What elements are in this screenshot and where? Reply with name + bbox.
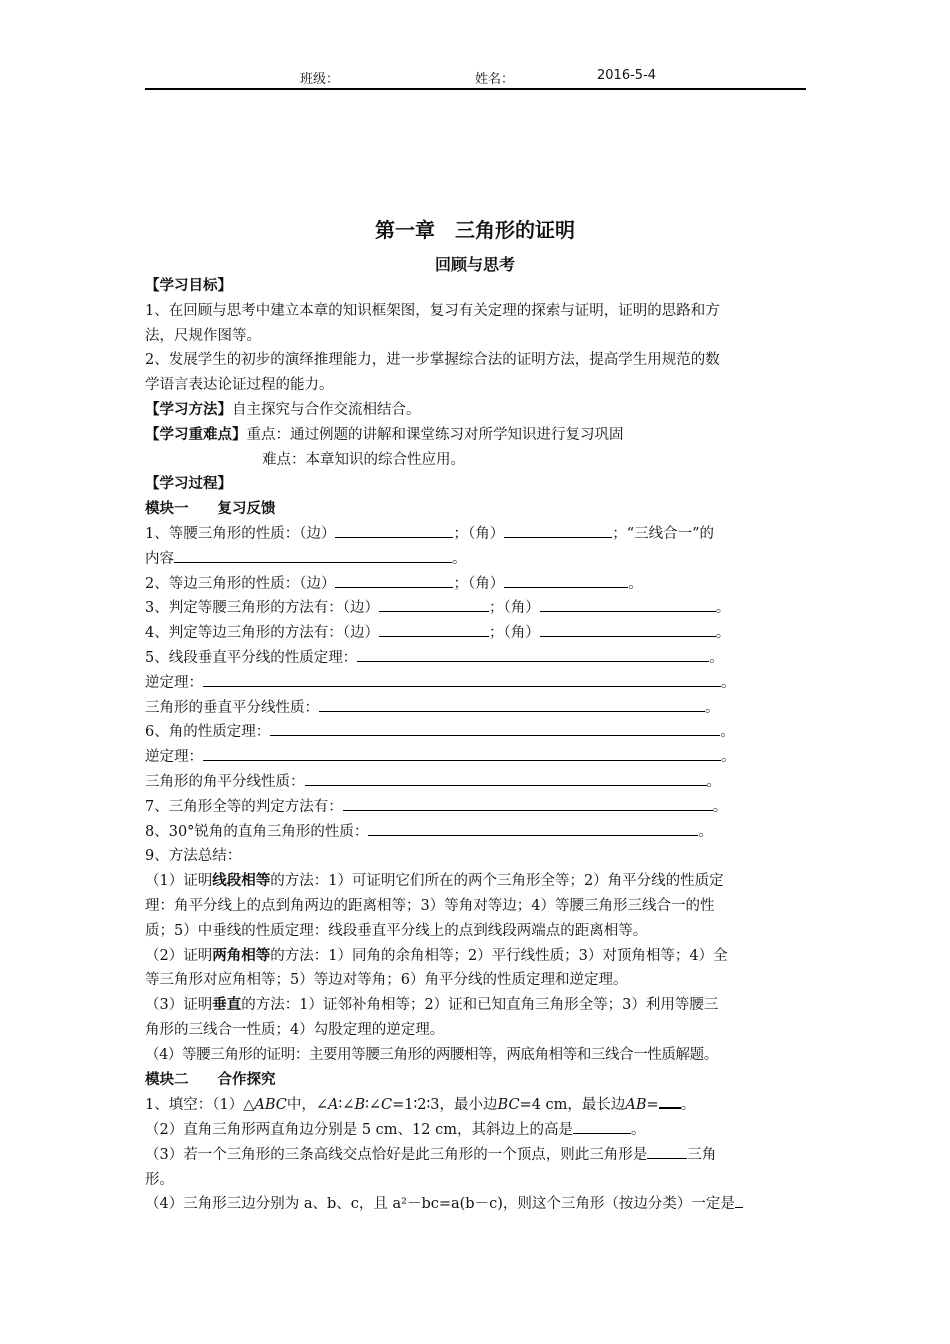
q5-inverse-blank[interactable] (203, 671, 721, 687)
f1-a: 1、填空：（1）△ (145, 1097, 255, 1114)
m1-text-a: 的方法：1）可证明它们所在的两个三角形全等；2）角平分线的性质定 (270, 873, 724, 890)
q6-line (145, 720, 810, 745)
q7-text: 7、三角形全等的判定方法有： (145, 798, 343, 815)
f1-B: B (354, 1097, 366, 1114)
keypoints-difficult: 难点：本章知识的综合性应用。 (262, 451, 465, 468)
goal-1-line-a: 1、在回顾与思考中建立本章的知识框架图，复习有关定理的探索与证明，证明的思路和方 (145, 302, 720, 319)
q7-blank[interactable] (343, 795, 713, 811)
module2-heading: 模块二 合作探究 (145, 1071, 276, 1088)
q1-blank-angle[interactable] (504, 522, 612, 538)
m1-bold: 线段相等 (212, 873, 271, 890)
q4-blank-edge[interactable] (379, 621, 489, 637)
q3-blank-edge[interactable] (379, 596, 489, 612)
page-header (145, 66, 806, 90)
q1-content-label: 内容 (145, 550, 174, 567)
f1-b: 中，∠ (286, 1097, 329, 1114)
method-text: 自主探究与合作交流相结合。 (232, 401, 421, 418)
fill-3-line-b: 形。 (145, 1171, 174, 1188)
method-1-line-c: 质；5）中垂线的性质定理：线段垂直平分线上的点到线段两端点的距离相等。 (145, 922, 648, 939)
period: 。 (715, 600, 731, 617)
q6-inverse-line (145, 745, 810, 770)
method-3-line-a (145, 993, 810, 1018)
q1-text: 1、等腰三角形的性质：（边） (145, 525, 336, 542)
period: 。 (698, 823, 713, 840)
q5-blank[interactable] (357, 646, 709, 662)
period: 。 (721, 749, 736, 766)
q5-triangle-line (145, 696, 810, 721)
method-2-line-b: 等三角形对应角相等；5）等边对等角；6）角平分线的性质定理和逆定理。 (145, 972, 628, 989)
q2-blank-edge[interactable] (335, 572, 453, 588)
f3-tail: 三角 (687, 1146, 717, 1163)
content-body (145, 274, 810, 1217)
m3-bold: 垂直 (212, 997, 242, 1014)
method-4-line: （4）等腰三角形的证明：主要用等腰三角形的两腰相等，两底角相等和三线合一性质解题。 (145, 1046, 718, 1063)
q5-text: 5、线段垂直平分线的性质定理： (145, 649, 358, 666)
q6-text: 6、角的性质定理： (145, 724, 271, 741)
q5-inverse-line (145, 671, 810, 696)
q4-blank-angle[interactable] (540, 621, 716, 637)
q3-line (145, 596, 810, 621)
module1-heading: 模块一 复习反馈 (145, 501, 276, 518)
goals-heading: 【学习目标】 (145, 278, 232, 294)
period: 。 (721, 674, 736, 691)
period: 。 (628, 575, 643, 592)
m3-text-a: 的方法：1）证邻补角相等；2）证和已知直角三角形全等；3）利用等腰三 (241, 997, 719, 1014)
period: 。 (705, 699, 720, 716)
goal-2-line-b: 学语言表达论证过程的能力。 (145, 377, 334, 394)
f1-e: =1∶2∶3，最小边 (392, 1097, 498, 1114)
q4-sep: ；（角） (488, 625, 540, 642)
period: 。 (712, 798, 728, 815)
q8-blank[interactable] (368, 820, 698, 836)
f1-C: C (381, 1097, 393, 1114)
q4-line (145, 621, 810, 646)
period: 。 (630, 1122, 646, 1139)
q6-triangle-blank[interactable] (305, 770, 707, 786)
fill-4-line (145, 1192, 810, 1217)
q8-line (145, 820, 810, 845)
q2-sep: ；（角） (453, 575, 505, 592)
class-label: 班级： (300, 72, 340, 87)
fill-1-line (145, 1092, 810, 1118)
method-1-line-a (145, 869, 810, 894)
keypoints-key: 重点：通过例题的讲解和课堂练习对所学知识进行复习巩固 (246, 426, 624, 443)
q5-line (145, 646, 810, 671)
process-heading: 【学习过程】 (145, 476, 232, 493)
period: 。 (452, 550, 467, 567)
method-2-line-a (145, 944, 810, 969)
m2-text-a: 的方法：1）同角的余角相等；2）平行线性质；3）对顶角相等；4）全 (270, 947, 728, 964)
keypoints-line (145, 423, 810, 448)
q6-triangle-line (145, 770, 810, 795)
q1-line-2 (145, 547, 810, 572)
m1-prefix: （1）证明 (145, 873, 213, 890)
q3-blank-angle[interactable] (540, 596, 716, 612)
period: 。 (720, 724, 735, 741)
q6-blank[interactable] (270, 720, 720, 736)
q6-inverse-blank[interactable] (203, 745, 721, 761)
q4-text: 4、判定等边三角形的方法有：（边） (145, 625, 379, 642)
f2-blank[interactable] (573, 1118, 631, 1134)
chapter-title: 第一章 三角形的证明 (375, 218, 575, 242)
period: 。 (706, 773, 721, 790)
q1-line (145, 522, 810, 547)
f4-blank[interactable] (735, 1192, 743, 1208)
q9-line: 9、方法总结： (145, 848, 242, 865)
fill-2-line (145, 1118, 810, 1143)
fill-3-line (145, 1143, 810, 1168)
q1-blank-content[interactable] (174, 547, 452, 563)
f1-g: = (646, 1097, 659, 1114)
method-line (145, 398, 810, 423)
q8-text: 8、30°锐角的直角三角形的性质： (145, 823, 369, 840)
method-3-line-b: 角形的三线合一性质；4）勾股定理的逆定理。 (145, 1021, 445, 1038)
q6-inverse-text: 逆定理： (145, 749, 203, 766)
q2-text: 2、等边三角形的性质：（边） (145, 575, 336, 592)
period: 。 (709, 649, 724, 666)
section-subtitle: 回顾与思考 (434, 255, 515, 274)
goal-1-line-b: 法，尺规作图等。 (145, 327, 261, 344)
q2-blank-angle[interactable] (504, 572, 628, 588)
f1-abc: ABC (254, 1097, 287, 1114)
q5-triangle-text: 三角形的垂直平分线性质： (145, 699, 319, 716)
date-label: 2016-5-4 (597, 68, 657, 83)
f4-text: （4）三角形三边分别为 a、b、c，且 a²－bc=a(b－c)，则这个三角形（按边分类）一定是 (145, 1196, 735, 1213)
f1-c: ∶∠ (338, 1097, 355, 1114)
q2-line (145, 572, 810, 597)
q3-text: 3、判定等腰三角形的方法有：（边） (145, 600, 379, 617)
goal-2-line-a: 2、发展学生的初步的演绎推理能力，进一步掌握综合法的证明方法，提高学生用规范的数 (145, 352, 720, 369)
m2-bold: 两角相等 (212, 947, 271, 964)
method-heading: 【学习方法】 (145, 401, 232, 418)
f2-text: （2）直角三角形两直角边分别是 5 cm、12 cm，其斜边上的高是 (145, 1122, 573, 1139)
f1-f: =4 cm，最长边 (519, 1097, 626, 1114)
q6-triangle-text: 三角形的角平分线性质： (145, 773, 305, 790)
f3-blank[interactable] (647, 1143, 687, 1159)
m3-prefix: （3）证明 (145, 997, 213, 1014)
q3-sep: ；（角） (488, 600, 540, 617)
keypoints-heading: 【学习重难点】 (145, 426, 247, 443)
period: 。 (680, 1097, 696, 1114)
f1-A: A (328, 1097, 339, 1114)
f1-AB: AB (625, 1097, 647, 1114)
q5-inverse-text: 逆定理： (145, 674, 203, 691)
q7-line (145, 795, 810, 820)
f3-text: （3）若一个三角形的三条高线交点恰好是此三角形的一个顶点，则此三角形是 (145, 1146, 648, 1163)
f1-BC: BC (497, 1097, 520, 1114)
f1-blank[interactable] (659, 1092, 681, 1109)
m2-prefix: （2）证明 (145, 947, 213, 964)
q1-tail: ；“三线合一”的 (612, 525, 715, 542)
q1-blank-edge[interactable] (335, 522, 453, 538)
name-label: 姓名： (475, 72, 515, 87)
f1-d: ∶∠ (365, 1097, 382, 1114)
period: 。 (715, 625, 731, 642)
q5-triangle-blank[interactable] (319, 696, 705, 712)
method-1-line-b: 理：角平分线上的点到角两边的距离相等；3）等角对等边；4）等腰三角形三线合一的性 (145, 897, 715, 914)
q1-sep: ；（角） (453, 525, 505, 542)
